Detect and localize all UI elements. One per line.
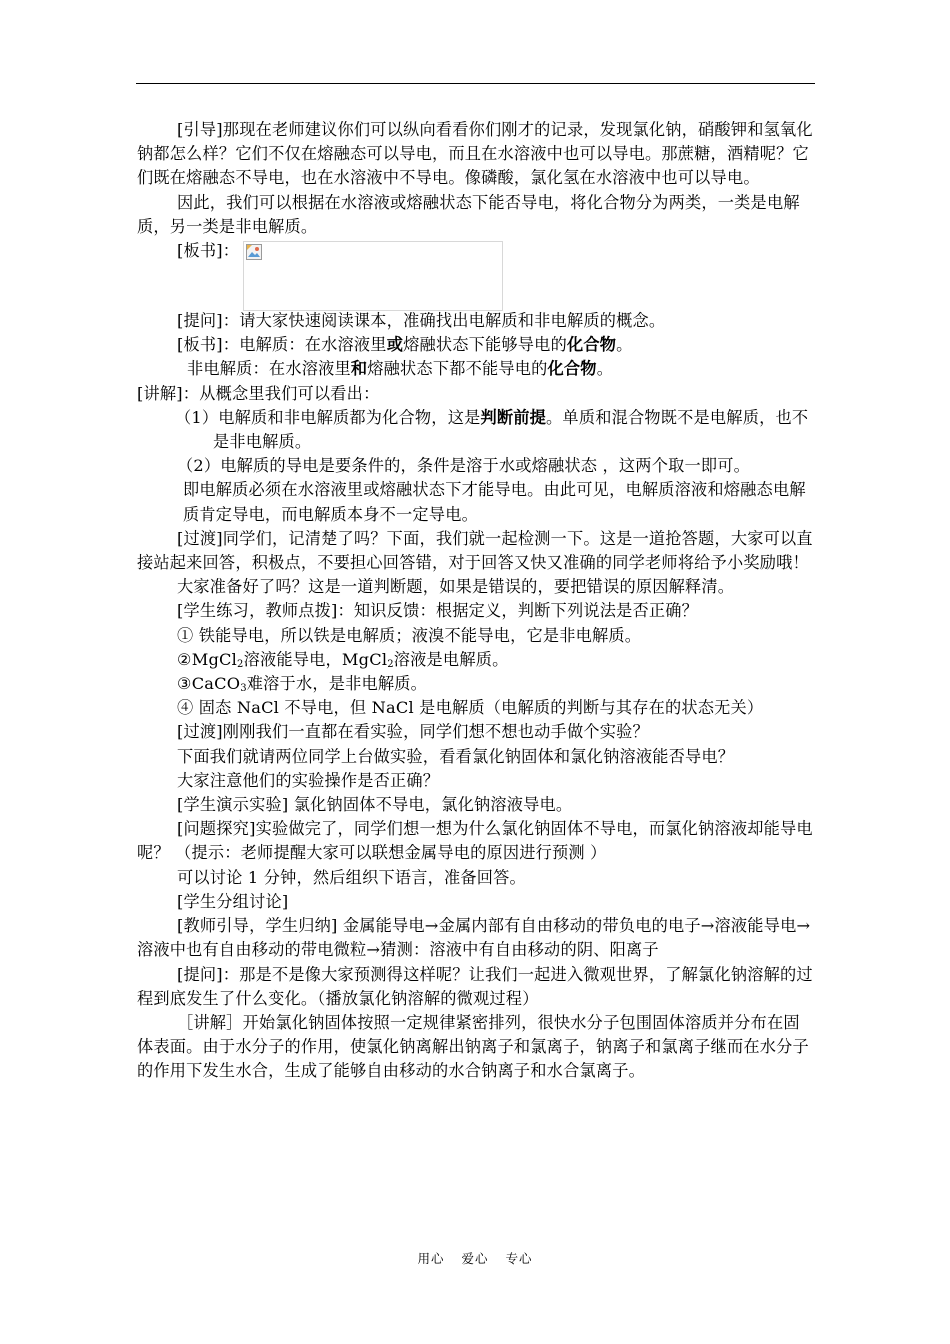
paragraph-guide: [引导]那现在老师建议你们可以纵向看看你们刚才的记录，发现氯化钠，硝酸钾和氢氧化钠都怎么样？它们不仅在熔融态可以导电，而且在水溶液中也可以导电。那蔗糖，酒精呢？它们既在熔融态不导电，也在水溶液中不导电。像磷酸，氯化氢在水溶液中也可以导电。 bbox=[137, 120, 813, 188]
paragraph-ready: 大家准备好了吗？这是一道判断题，如果是错误的，要把错误的原因解释清。 bbox=[177, 577, 735, 597]
paragraph-practice: [学生练习，教师点拨]：知识反馈：根据定义，判断下列说法是否正确？ bbox=[177, 601, 699, 621]
paragraph-classification: 因此，我们可以根据在水溶液或熔融状态下能否导电，将化合物分为两类，一类是电解质，另一类是非电解质。 bbox=[137, 192, 800, 236]
question-item-2: ②MgCl$_2$溶液能导电，MgCl$_2$溶液是电解质。 bbox=[177, 649, 509, 670]
footer-word-3: 专心 bbox=[505, 1251, 533, 1266]
page-footer bbox=[0, 1249, 950, 1267]
paragraph-demonstration: [学生演示实验] 氯化钠固体不导电，氯化钠溶液导电。 bbox=[177, 795, 573, 815]
paragraph-board-writing bbox=[137, 239, 816, 309]
paragraph-explanation-2: ［讲解］开始氯化钠固体按照一定规律紧密排列，很快水分子包围固体溶质并分布在固体表面。由于水分子的作用，使氯化钠离解出钠离子和氯离子，钠离子和氯离子继而在水分子的作用下发生水合，生成了能够自由移动的水合钠离子和水合氯离子。 bbox=[137, 1012, 809, 1081]
question-item-1: ① 铁能导电，所以铁是电解质；液溴不能导电，它是非电解质。 bbox=[177, 625, 642, 645]
paragraph-discussion-1: 可以讨论 1 分钟，然后组织下语言，准备回答。 bbox=[177, 867, 526, 887]
definition-nonelectrolyte: 非电解质：在水溶液里和熔融状态下都不能导电的化合物。 bbox=[187, 359, 614, 379]
point-2: （2）电解质的导电是要条件的，条件是溶于水或熔融状态 ，这两个取一即可。 bbox=[177, 456, 751, 476]
paragraph-discussion-2: [学生分组讨论] bbox=[177, 891, 289, 911]
paragraph-transition-2: [过渡]刚刚我们一直都在看实验，同学们想不想也动手做个实验？ bbox=[177, 722, 649, 742]
paragraph-experiment-2: 大家注意他们的实验操作是否正确？ bbox=[177, 770, 440, 790]
definition-electrolyte: [板书]：电解质：在水溶液里或熔融状态下能够导电的化合物。 bbox=[177, 335, 633, 355]
paragraph-question-2: [提问]：那是不是像大家预测得这样呢？让我们一起进入微观世界，了解氯化钠溶解的过程到底发生了什么变化。（播放氯化钠溶解的微观过程） bbox=[137, 964, 813, 1008]
question-item-4: ④ 固态 NaCl 不导电，但 NaCl 是电解质（电解质的判断与其存在的状态无关） bbox=[177, 698, 764, 718]
paragraph-question-1: [提问]：请大家快速阅读课本，准确找出电解质和非电解质的概念。 bbox=[177, 311, 666, 331]
footer-word-1: 用心 bbox=[417, 1251, 445, 1266]
footer-word-2: 爱心 bbox=[461, 1251, 489, 1266]
document-body bbox=[137, 118, 816, 1084]
point-2-continued: 即电解质必须在水溶液里或熔融状态下才能导电。由此可见，电解质溶液和熔融态电解质肯定导电，而电解质本身不一定导电。 bbox=[183, 480, 806, 524]
point-1: （1）电解质和非电解质都为化合物，这是判断前提。单质和混合物既不是电解质，也不是非电解质。 bbox=[175, 407, 809, 452]
paragraph-transition-1: [过渡]同学们，记清楚了吗？下面，我们就一起检测一下。这是一道抢答题，大家可以直接站起来回答，积极点，不要担心回答错，对于回答又快又准确的同学老师将给予小奖励哦！ bbox=[137, 528, 813, 573]
paragraph-summary: [教师引导，学生归纳] 金属能导电→金属内部有自由移动的带负电的电子→溶液能导电→溶液中也有自由移动的带电微粒→猜测：溶液中有自由移动的阴、阳离子 bbox=[137, 916, 811, 960]
board-label: [板书]： bbox=[177, 241, 240, 261]
board-image-placeholder bbox=[243, 241, 503, 311]
paragraph-experiment-1: 下面我们就请两位同学上台做实验，看看氯化钠固体和氯化钠溶液能否导电？ bbox=[177, 746, 735, 766]
paragraph-inquiry: [问题探究]实验做完了，同学们想一想为什么氯化钠固体不导电，而氯化钠溶液却能导电呢？ （提示：老师提醒大家可以联想金属导电的原因进行预测 ） bbox=[137, 819, 813, 863]
question-item-3: ③CaCO$_3$难溶于水，是非电解质。 bbox=[177, 674, 428, 695]
header-rule bbox=[136, 83, 815, 84]
broken-image-icon bbox=[246, 244, 262, 260]
paragraph-explanation-1: [讲解]：从概念里我们可以看出： bbox=[137, 383, 380, 403]
